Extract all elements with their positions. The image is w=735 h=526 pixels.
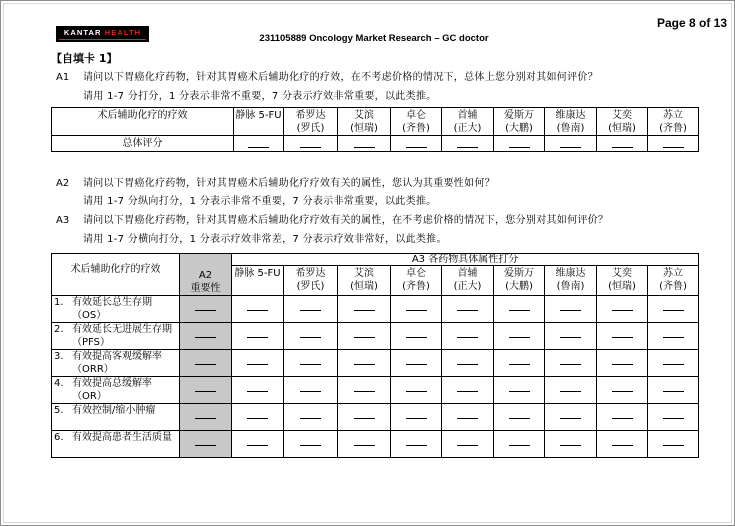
drug-score-cell bbox=[232, 431, 284, 458]
answer-blank-line bbox=[457, 405, 478, 419]
drug-maker: (齐鲁) bbox=[402, 123, 430, 134]
answer-blank-line bbox=[612, 405, 633, 419]
answer-blank-line bbox=[457, 324, 478, 338]
answer-blank-line bbox=[247, 378, 268, 392]
attribute-rows bbox=[52, 296, 699, 458]
answer-blank-line bbox=[509, 137, 530, 148]
answer-blank-line bbox=[195, 351, 216, 365]
attribute-text: 有效提高客观缓解率 bbox=[72, 351, 162, 362]
attribute-label bbox=[52, 323, 180, 350]
drug-header bbox=[494, 266, 545, 296]
answer-blank-line bbox=[354, 432, 375, 446]
page-indicator: Page 8 of 13 bbox=[656, 16, 727, 30]
answer-blank-line bbox=[560, 432, 581, 446]
answer-blank-line bbox=[247, 432, 268, 446]
answer-blank-line bbox=[354, 324, 375, 338]
drug-header bbox=[232, 266, 284, 296]
answer-blank-line bbox=[612, 351, 633, 365]
question-a1 bbox=[56, 72, 598, 84]
answer-blank-line bbox=[248, 137, 269, 148]
answer-blank-line bbox=[560, 405, 581, 419]
drug-score-cell bbox=[442, 350, 494, 377]
drug-score-cell bbox=[232, 350, 284, 377]
importance-column-header bbox=[180, 254, 232, 296]
drug-score-cell bbox=[338, 404, 391, 431]
attribute-label bbox=[52, 431, 180, 458]
drug-name: 苏立 bbox=[663, 110, 683, 121]
drug-name: 首辅 bbox=[457, 268, 478, 279]
drug-name: 苏立 bbox=[663, 268, 684, 279]
drug-score-cell bbox=[391, 350, 442, 377]
logo-underline bbox=[59, 39, 146, 40]
attribute-number: 1. bbox=[54, 297, 64, 308]
drug-maker: (鲁南) bbox=[556, 281, 585, 292]
answer-blank-line bbox=[195, 324, 216, 338]
drug-score-cell bbox=[232, 296, 284, 323]
question-number: A3 bbox=[56, 215, 70, 226]
drug-score-cell bbox=[338, 377, 391, 404]
kantar-health-logo bbox=[56, 26, 149, 42]
drug-score-cell bbox=[648, 377, 699, 404]
drug-header bbox=[648, 108, 699, 136]
attribute-column-header: 术后辅助化疗的疗效 bbox=[52, 108, 234, 136]
drug-score-cell bbox=[391, 431, 442, 458]
attribute-label bbox=[52, 377, 180, 404]
answer-blank-line bbox=[406, 378, 427, 392]
overall-score-cell bbox=[545, 136, 597, 152]
drug-header bbox=[545, 266, 597, 296]
question-number: A2 bbox=[56, 178, 70, 189]
attribute-label bbox=[52, 296, 180, 323]
drug-score-cell bbox=[284, 296, 338, 323]
question-a3 bbox=[56, 215, 608, 227]
drug-name: 首辅 bbox=[457, 110, 478, 121]
drug-maker: (恒瑞) bbox=[608, 123, 636, 134]
answer-blank-line bbox=[663, 297, 684, 311]
drug-score-cell bbox=[232, 323, 284, 350]
answer-blank-line bbox=[457, 351, 478, 365]
answer-blank-line bbox=[354, 351, 375, 365]
answer-blank-line bbox=[612, 378, 633, 392]
answer-blank-line bbox=[195, 378, 216, 392]
attribute-abbreviation: （OR） bbox=[72, 391, 107, 402]
answer-blank-line bbox=[457, 378, 478, 392]
importance-cell bbox=[180, 323, 232, 350]
drug-header bbox=[648, 266, 699, 296]
answer-blank-line bbox=[509, 432, 530, 446]
drug-maker: (正大) bbox=[453, 123, 482, 134]
drug-score-cell bbox=[494, 296, 545, 323]
drug-maker: (恒瑞) bbox=[350, 281, 378, 292]
drug-score-cell bbox=[284, 323, 338, 350]
drug-header bbox=[442, 266, 494, 296]
answer-blank-line bbox=[560, 297, 581, 311]
drug-maker: (罗氏) bbox=[296, 123, 325, 134]
overall-score-cell bbox=[597, 136, 648, 152]
drug-score-cell bbox=[597, 377, 648, 404]
drug-header bbox=[234, 108, 284, 136]
drug-header bbox=[597, 108, 648, 136]
project-title: 231105889 Oncology Market Research – GC doctor bbox=[259, 33, 489, 44]
drug-score-cell bbox=[442, 431, 494, 458]
answer-blank-line bbox=[663, 137, 684, 148]
attribute-text: 有效提高总缓解率 bbox=[72, 378, 152, 389]
answer-blank-line bbox=[354, 137, 375, 148]
answer-blank-line bbox=[247, 405, 268, 419]
answer-blank-line bbox=[406, 297, 427, 311]
drug-header bbox=[442, 108, 494, 136]
drug-score-cell bbox=[494, 377, 545, 404]
logo-word-kantar: KANTAR bbox=[63, 28, 102, 37]
a1-rating-table bbox=[51, 107, 699, 152]
drug-header bbox=[284, 266, 338, 296]
drug-maker: (罗氏) bbox=[296, 281, 325, 292]
drug-score-cell bbox=[494, 431, 545, 458]
drug-score-cell bbox=[597, 431, 648, 458]
drug-name: 静脉 5-FU bbox=[235, 110, 282, 121]
drug-name: 爱斯万 bbox=[504, 268, 534, 279]
drug-score-cell bbox=[284, 404, 338, 431]
drug-score-cell bbox=[232, 404, 284, 431]
drug-score-cell bbox=[545, 296, 597, 323]
answer-blank-line bbox=[195, 432, 216, 446]
drug-score-cell bbox=[442, 377, 494, 404]
attribute-number: 5. bbox=[54, 405, 64, 416]
answer-blank-line bbox=[195, 405, 216, 419]
drug-score-cell bbox=[494, 404, 545, 431]
drug-header bbox=[597, 266, 648, 296]
answer-blank-line bbox=[247, 351, 268, 365]
drug-name: 维康达 bbox=[555, 110, 586, 121]
question-a2-instruction: 请用 1-7 分纵向打分，1 分表示非常不重要，7 分表示非常重要，以此类推。 bbox=[83, 196, 437, 207]
answer-blank-line bbox=[457, 432, 478, 446]
drug-header bbox=[494, 108, 545, 136]
answer-blank-line bbox=[560, 137, 581, 148]
drug-name: 艾滨 bbox=[354, 268, 374, 279]
drug-score-cell bbox=[648, 431, 699, 458]
drug-score-cell bbox=[545, 431, 597, 458]
overall-score-cell bbox=[338, 136, 391, 152]
drug-header bbox=[338, 108, 391, 136]
answer-blank-line bbox=[300, 137, 321, 148]
drug-score-cell bbox=[597, 350, 648, 377]
drug-score-cell bbox=[284, 377, 338, 404]
attribute-text: 有效控制/缩小肿瘤 bbox=[72, 405, 156, 416]
a2-a3-attribute-table bbox=[51, 253, 699, 458]
attribute-label bbox=[52, 404, 180, 431]
answer-blank-line bbox=[509, 378, 530, 392]
question-text: 请问以下胃癌化疗药物，针对其胃癌术后辅助化疗的疗效，在不考虑价格的情况下，总体上您分别对其如何评价？ bbox=[83, 72, 598, 83]
drug-score-cell bbox=[494, 323, 545, 350]
drug-score-cell bbox=[391, 296, 442, 323]
attribute-text: 有效延长无进展生存期 bbox=[72, 324, 172, 335]
drug-maker: (大鹏) bbox=[505, 123, 533, 134]
drug-score-cell bbox=[545, 323, 597, 350]
drug-score-cell bbox=[391, 404, 442, 431]
attribute-text: 有效延长总生存期 bbox=[72, 297, 152, 308]
overall-score-cell bbox=[442, 136, 494, 152]
answer-blank-line bbox=[195, 297, 216, 311]
drug-score-cell bbox=[597, 323, 648, 350]
attribute-abbreviation: （PFS） bbox=[72, 337, 110, 348]
drug-header bbox=[284, 108, 338, 136]
answer-blank-line bbox=[300, 378, 321, 392]
drug-score-cell bbox=[442, 323, 494, 350]
drug-maker: (鲁南) bbox=[556, 123, 585, 134]
attribute-column-header: 术后辅助化疗的疗效 bbox=[52, 254, 180, 296]
drug-maker: (正大) bbox=[453, 281, 482, 292]
drug-score-cell bbox=[338, 350, 391, 377]
attribute-row bbox=[52, 350, 699, 377]
attribute-number: 2. bbox=[54, 324, 64, 335]
answer-blank-line bbox=[509, 351, 530, 365]
question-number: A1 bbox=[56, 72, 70, 83]
importance-cell bbox=[180, 404, 232, 431]
attribute-abbreviation: （ORR） bbox=[72, 364, 114, 375]
drug-name: 希罗达 bbox=[295, 110, 326, 121]
answer-blank-line bbox=[406, 405, 427, 419]
drug-name: 卓仑 bbox=[406, 268, 426, 279]
attribute-row bbox=[52, 431, 699, 458]
drug-score-cell bbox=[284, 431, 338, 458]
answer-blank-line bbox=[612, 324, 633, 338]
drug-maker: (恒瑞) bbox=[608, 281, 636, 292]
answer-blank-line bbox=[560, 351, 581, 365]
drug-score-cell bbox=[391, 323, 442, 350]
drug-maker: (大鹏) bbox=[505, 281, 533, 292]
attribute-label bbox=[52, 350, 180, 377]
drug-header bbox=[391, 108, 442, 136]
answer-blank-line bbox=[457, 137, 478, 148]
attribute-number: 6. bbox=[54, 432, 64, 443]
importance-header-code: A2 bbox=[198, 270, 213, 281]
attribute-text: 有效提高患者生活质量 bbox=[72, 432, 172, 443]
drug-score-cell bbox=[545, 404, 597, 431]
drug-score-cell bbox=[597, 404, 648, 431]
drug-score-cell bbox=[545, 350, 597, 377]
answer-blank-line bbox=[612, 297, 633, 311]
drug-score-cell bbox=[648, 323, 699, 350]
attribute-row bbox=[52, 377, 699, 404]
drug-name: 静脉 5-FU bbox=[234, 268, 281, 279]
card-title: 【自填卡 1】 bbox=[51, 52, 118, 65]
question-text: 请问以下胃癌化疗药物，针对其胃癌术后辅助化疗疗效有关的属性，您认为其重要性如何？ bbox=[83, 178, 495, 189]
answer-blank-line bbox=[406, 324, 427, 338]
table-header-row bbox=[52, 108, 699, 136]
question-a3-instruction: 请用 1-7 分横向打分，1 分表示疗效非常差，7 分表示疗效非常好，以此类推。 bbox=[83, 234, 447, 245]
attribute-number: 4. bbox=[54, 378, 64, 389]
drug-header bbox=[545, 108, 597, 136]
drug-score-cell bbox=[338, 323, 391, 350]
drug-maker: (齐鲁) bbox=[402, 281, 430, 292]
drug-maker: (齐鲁) bbox=[659, 281, 687, 292]
drug-score-cell bbox=[391, 377, 442, 404]
drug-score-cell bbox=[232, 377, 284, 404]
drug-name: 艾滨 bbox=[354, 110, 374, 121]
overall-score-label: 总体评分 bbox=[52, 136, 234, 152]
answer-blank-line bbox=[354, 378, 375, 392]
drug-name: 维康达 bbox=[555, 268, 586, 279]
drug-header bbox=[391, 266, 442, 296]
answer-blank-line bbox=[612, 432, 633, 446]
drug-score-cell bbox=[597, 296, 648, 323]
answer-blank-line bbox=[663, 432, 684, 446]
attribute-row bbox=[52, 323, 699, 350]
overall-score-cell bbox=[284, 136, 338, 152]
attribute-abbreviation: （OS） bbox=[72, 310, 107, 321]
drug-score-cell bbox=[442, 296, 494, 323]
attribute-row bbox=[52, 404, 699, 431]
answer-blank-line bbox=[663, 405, 684, 419]
answer-blank-line bbox=[300, 351, 321, 365]
importance-cell bbox=[180, 431, 232, 458]
overall-score-cell bbox=[648, 136, 699, 152]
logo-word-health: HEALTH bbox=[104, 28, 142, 37]
answer-blank-line bbox=[560, 378, 581, 392]
importance-header-label: 重要性 bbox=[190, 283, 221, 294]
answer-blank-line bbox=[247, 297, 268, 311]
answer-blank-line bbox=[247, 324, 268, 338]
answer-blank-line bbox=[663, 351, 684, 365]
attribute-row bbox=[52, 296, 699, 323]
overall-score-cell bbox=[494, 136, 545, 152]
answer-blank-line bbox=[300, 324, 321, 338]
drug-name: 艾奕 bbox=[612, 268, 632, 279]
overall-score-cell bbox=[234, 136, 284, 152]
question-a1-instruction: 请用 1-7 分打分，1 分表示非常不重要，7 分表示疗效非常重要，以此类推。 bbox=[83, 91, 437, 102]
answer-blank-line bbox=[457, 297, 478, 311]
overall-score-row bbox=[52, 136, 699, 152]
importance-cell bbox=[180, 377, 232, 404]
importance-cell bbox=[180, 296, 232, 323]
question-a2 bbox=[56, 178, 495, 190]
drug-name: 艾奕 bbox=[612, 110, 632, 121]
answer-blank-line bbox=[354, 405, 375, 419]
answer-blank-line bbox=[406, 351, 427, 365]
answer-blank-line bbox=[300, 432, 321, 446]
drug-name: 卓仑 bbox=[406, 110, 426, 121]
importance-cell bbox=[180, 350, 232, 377]
question-text: 请问以下胃癌化疗药物，针对其胃癌术后辅助化疗疗效有关的属性，在不考虑价格的情况下，您分别对其如何评价？ bbox=[83, 215, 609, 226]
answer-blank-line bbox=[612, 137, 633, 148]
attribute-number: 3. bbox=[54, 351, 64, 362]
drug-maker: (齐鲁) bbox=[659, 123, 687, 134]
answer-blank-line bbox=[300, 297, 321, 311]
drug-name: 爱斯万 bbox=[504, 110, 534, 121]
drug-score-cell bbox=[648, 296, 699, 323]
drug-name: 希罗达 bbox=[295, 268, 326, 279]
answer-blank-line bbox=[509, 324, 530, 338]
answer-blank-line bbox=[300, 405, 321, 419]
answer-blank-line bbox=[354, 297, 375, 311]
drug-score-cell bbox=[338, 431, 391, 458]
answer-blank-line bbox=[509, 297, 530, 311]
drug-header bbox=[338, 266, 391, 296]
drug-score-cell bbox=[648, 350, 699, 377]
drug-score-cell bbox=[648, 404, 699, 431]
answer-blank-line bbox=[663, 378, 684, 392]
drug-score-cell bbox=[545, 377, 597, 404]
drug-score-cell bbox=[442, 404, 494, 431]
table-header-row bbox=[52, 254, 699, 266]
drug-maker: (恒瑞) bbox=[350, 123, 378, 134]
drug-score-cell bbox=[494, 350, 545, 377]
answer-blank-line bbox=[406, 432, 427, 446]
answer-blank-line bbox=[663, 324, 684, 338]
overall-score-cell bbox=[391, 136, 442, 152]
drug-score-cell bbox=[338, 296, 391, 323]
answer-blank-line bbox=[560, 324, 581, 338]
drug-scores-group-header: A3 各药物具体属性打分 bbox=[232, 254, 699, 266]
drug-score-cell bbox=[284, 350, 338, 377]
answer-blank-line bbox=[509, 405, 530, 419]
answer-blank-line bbox=[406, 137, 427, 148]
